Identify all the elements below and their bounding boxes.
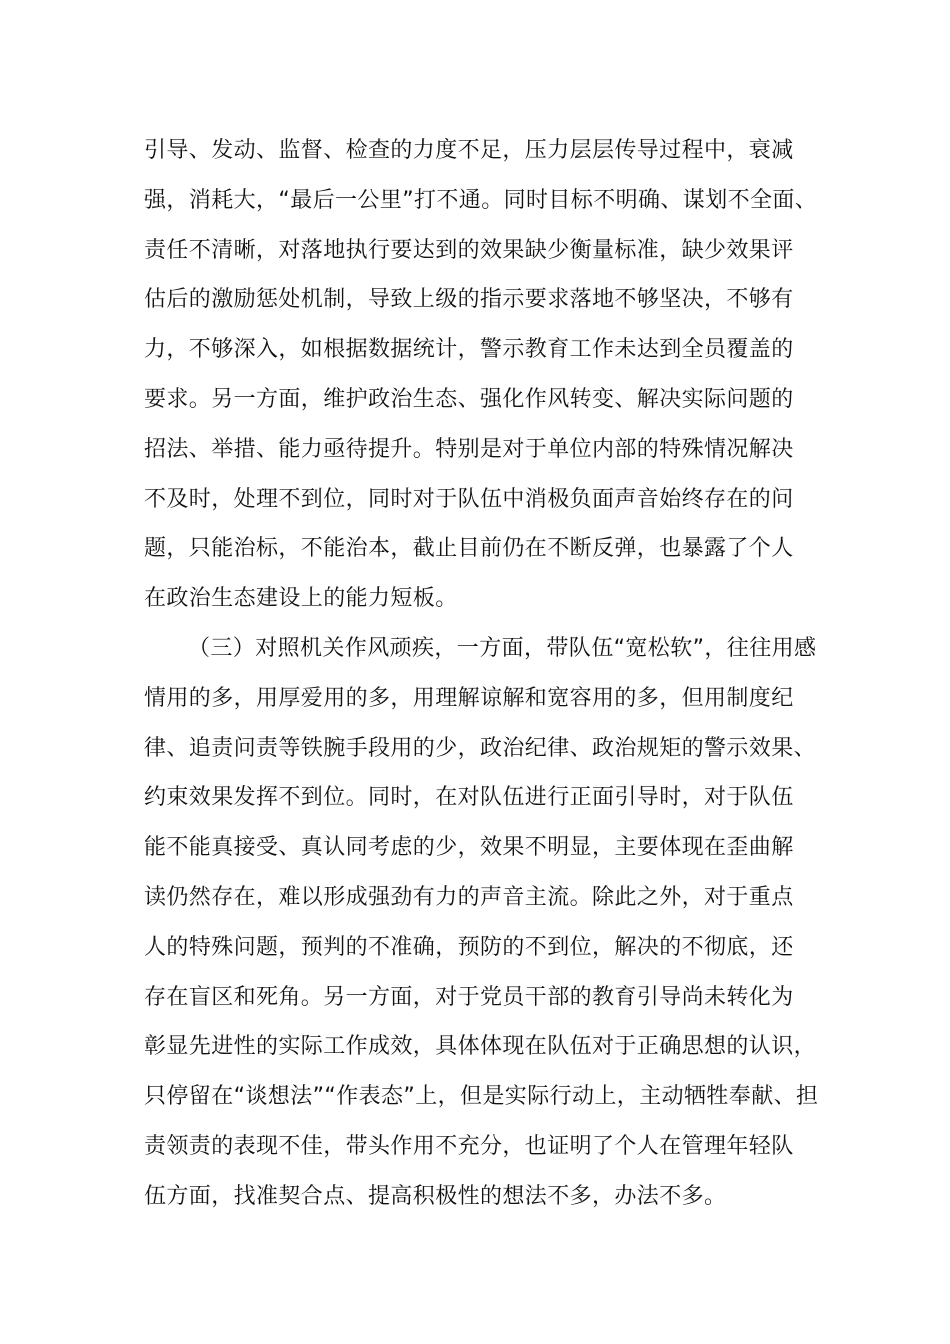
text-line: 只停留在“谈想法”“作表态”上，但是实际行动上，主动牺牲奉献、担: [144, 1084, 819, 1110]
text-line: 人的特殊问题，预判的不准确，预防的不到位，解决的不彻底，还: [144, 934, 794, 960]
text-line: 在政治生态建设上的能力短板。: [144, 586, 458, 612]
text-line: 约束效果发挥不到位。同时，在对队伍进行正面引导时，对于队伍: [144, 785, 794, 811]
text-line: 责领责的表现不佳，带头作用不充分，也证明了个人在管理年轻队: [144, 1133, 794, 1159]
text-line: 律、追责问责等铁腕手段用的少，政治纪律、政治规矩的警示效果、: [144, 735, 817, 761]
text-line: 招法、举措、能力亟待提升。特别是对于单位内部的特殊情况解决: [144, 436, 794, 462]
text-line: 引导、发动、监督、检查的力度不足，压力层层传导过程中，衰减: [144, 138, 794, 163]
paragraph-heading-line: （三）对照机关作风顽疾，一方面，带队伍“宽松软”，往往用感: [188, 635, 817, 661]
text-line: 要求。另一方面，维护政治生态、强化作风转变、解决实际问题的: [144, 386, 794, 412]
text-line: 存在盲区和死角。另一方面，对于党员干部的教育引导尚未转化为: [144, 984, 794, 1010]
text-line: 不及时，处理不到位，同时对于队伍中消极负面声音始终存在的问: [144, 486, 794, 512]
text-line: 情用的多，用厚爱用的多，用理解谅解和宽容用的多，但用制度纪: [144, 685, 794, 711]
text-line: 估后的激励惩处机制，导致上级的指示要求落地不够坚决，不够有: [144, 287, 794, 313]
text-line: 强，消耗大，“最后一公里”打不通。同时目标不明确、谋划不全面、: [144, 187, 818, 213]
text-line: 力，不够深入，如根据数据统计，警示教育工作未达到全员覆盖的: [144, 337, 794, 363]
document-body: [144, 126, 834, 1222]
text-line: 读仍然存在，难以形成强劲有力的声音主流。除此之外，对于重点: [144, 884, 794, 910]
text-line: 题，只能治标，不能治本，截止目前仍在不断反弹，也暴露了个人: [144, 536, 794, 562]
text-line: 能不能真接受、真认同考虑的少，效果不明显，主要体现在歪曲解: [144, 835, 794, 861]
text-line: 伍方面，找准契合点、提高积极性的想法不多，办法不多。: [144, 1183, 727, 1209]
text-line: 责任不清晰，对落地执行要达到的效果缺少衡量标准，缺少效果评: [144, 237, 794, 263]
text-line: 彰显先进性的实际工作成效，具体体现在队伍对于正确思想的认识，: [144, 1034, 817, 1060]
